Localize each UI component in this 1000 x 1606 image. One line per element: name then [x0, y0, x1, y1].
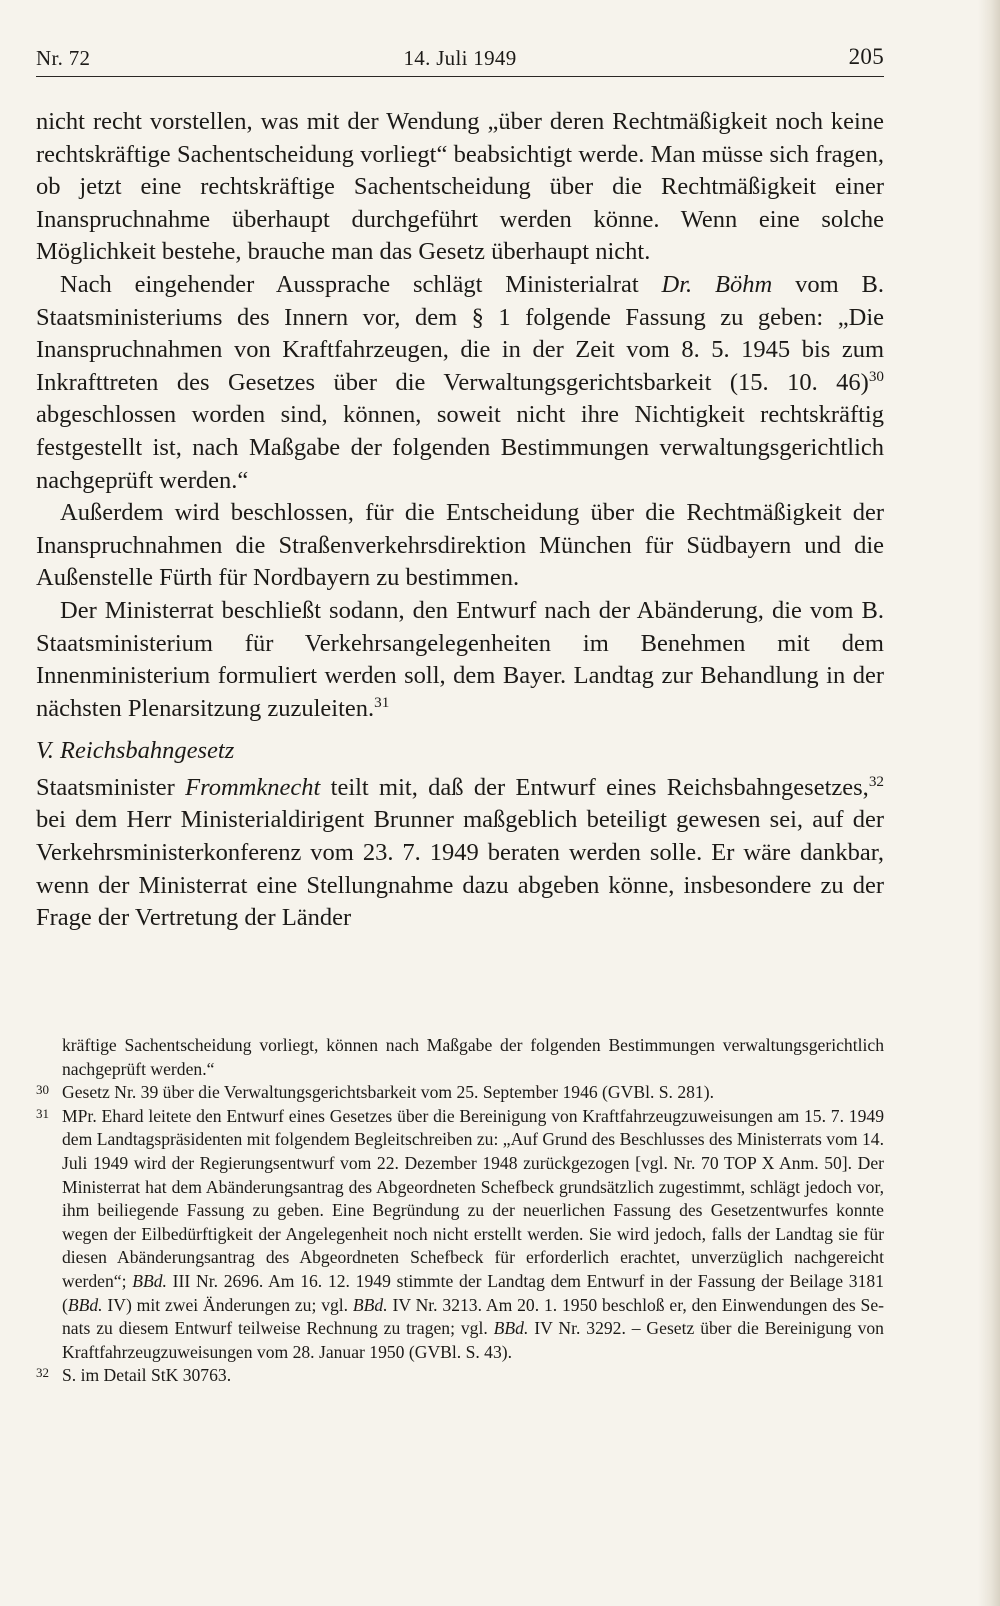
running-header: [36, 42, 884, 77]
person-name: Frommknecht: [185, 773, 321, 801]
paragraph-4: Der Ministerrat beschließt sodann, den Entwurf nach der Abänderung, die vom B. Staatsministerium für Verkehrsangelegenheiten im Benehmen mit dem Innenministerium formuliert werden soll, dem Bayer. Landtag zur Behandlung in der nächsten Plenarsitzung zuzuleiten.$^{31}$: [36, 596, 884, 722]
footnote-30: 30 Gesetz Nr. 39 über die Verwaltungsgerichtsbarkeit vom 25. September 1946 (GVBl. S. 281).: [36, 1081, 884, 1105]
page-edge: [978, 0, 1000, 1606]
main-text: [36, 106, 884, 935]
footnote-ref-32: 32: [868, 772, 884, 790]
footnotes: [36, 1034, 884, 1388]
document-number: Nr. 72: [36, 46, 91, 70]
paragraph-1: nicht recht vorstellen, was mit der Wendung „über deren Rechtmäßigkeit noch keine rechtskräftige Sachentscheidung vorliegt“ beabsichtigt werde. Man müsse sich fragen, ob jetzt eine rechtskräftige Sachentscheidung über die Rechtmäßigkeit einer Inanspruchnahme überhaupt durchgeführt werden könne. Wenn eine solche Möglichkeit bestehe, brauche man das Gesetz überhaupt nicht.: [36, 108, 884, 266]
footnote-ref-31: 31: [374, 693, 390, 711]
paragraph-2: Nach eingehender Aussprache schlägt Ministerialrat Dr. Böhm vom B. Staatsministeriums des Innern vor, dem § 1 folgende Fassung zu geben: „Die Inanspruchnahmen von Kraftfahrzeugen, die in der Zeit vom 8. 5. 1945 bis zum Inkrafttreten des Gesetzes über die Verwaltungsgerichtsbarkeit (15. 10. 46)$^{30}$ abgeschlossen worden sind, können, soweit nicht ihre Nichtigkeit rechtskräftig festgestellt ist, nach Maßgabe der folgenden Bestimmungen verwaltungsgerichtlich nachgeprüft werden.“: [36, 270, 885, 494]
header-date: 14. Juli 1949: [403, 46, 517, 70]
person-name: Dr. Böhm: [661, 270, 773, 298]
footnote-continuation: kräftige Sachentscheidung vorliegt, können nach Maßgabe der folgenden Bestimmungen verwaltungsgerichtlich nachgeprüft werden.“: [62, 1035, 884, 1079]
footnote-number: 32: [36, 1365, 49, 1381]
section-heading: V. Reichsbahngesetz: [36, 737, 235, 765]
footnote-ref-30: 30: [868, 367, 884, 385]
footnote-number: 30: [36, 1082, 49, 1098]
footnote-32: 32 S. im Detail StK 30763.: [36, 1364, 884, 1388]
footnote-number: 31: [36, 1105, 49, 1121]
page-number: 205: [848, 44, 884, 69]
footnote-31: 31 MPr. Ehard leitete den Entwurf eines Gesetzes über die Bereinigung von Kraftfahrzeugzuweisungen am 15. 7. 1949 dem Landtagspräsidenten mit folgendem Begleitschreiben zu: „Auf Grund des Beschlusses des Ministerrats vom 14. Juli 1949 wird der Regierungsentwurf vom 22. Dezember 1948 zurückgezogen [vgl. Nr. 70 TOP X Anm. 50]. Der Ministerrat hat dem Abänderungsantrag des Abgeordneten Schefbeck grundsätzlich zugestimmt, schlägt jedoch vor, ihm beiliegende Fassung zu geben. Eine Begründung zu der neuerlichen Fassung des Gesetzentwurfes konnte wegen der Eilbedürftigkeit der Angelegenheit noch nicht erstellt werden. Sie wird jedoch, falls der Landtag sie für diesen Abänderungsantrag des Abgeordneten Schefbeck für erforderlich erachtet, unverzüglich nachgereicht werden“; BBd. III Nr. 2696. Am 16. 12. 1949 stimmte der Landtag dem Entwurf in der Fassung der Beilage 3181 (BBd. IV) mit zwei Änderungen zu; vgl. BBd. IV Nr. 3213. Am 20. 1. 1950 beschloß er, den Einwendungen des Senats zu diesem Entwurf teilweise Rechnung zu tragen; vgl. BBd. IV Nr. 3292. – Gesetz über die Bereinigung von Kraftfahrzeugzuweisungen vom 28. Januar 1950 (GVBl. S. 43).: [36, 1105, 884, 1365]
paragraph-5: Staatsminister Frommknecht teilt mit, daß der Entwurf eines Reichsbahngesetzes,$^{32}$ bei dem Herr Ministerialdirigent Brunner maßgeblich beteiligt gewesen sei, auf der Verkehrsministerkonferenz vom 23. 7. 1949 beraten werden solle. Er wäre dankbar, wenn der Ministerrat eine Stellungnahme dazu abgeben könne, insbesondere zu der Frage der Vertretung der Länder: [36, 772, 884, 932]
paragraph-3: Außerdem wird beschlossen, für die Entscheidung über die Rechtmäßigkeit der Inanspruchnahmen die Straßenverkehrsdirektion München für Südbayern und die Außenstelle Fürth für Nordbayern zu bestimmen.: [36, 499, 884, 592]
